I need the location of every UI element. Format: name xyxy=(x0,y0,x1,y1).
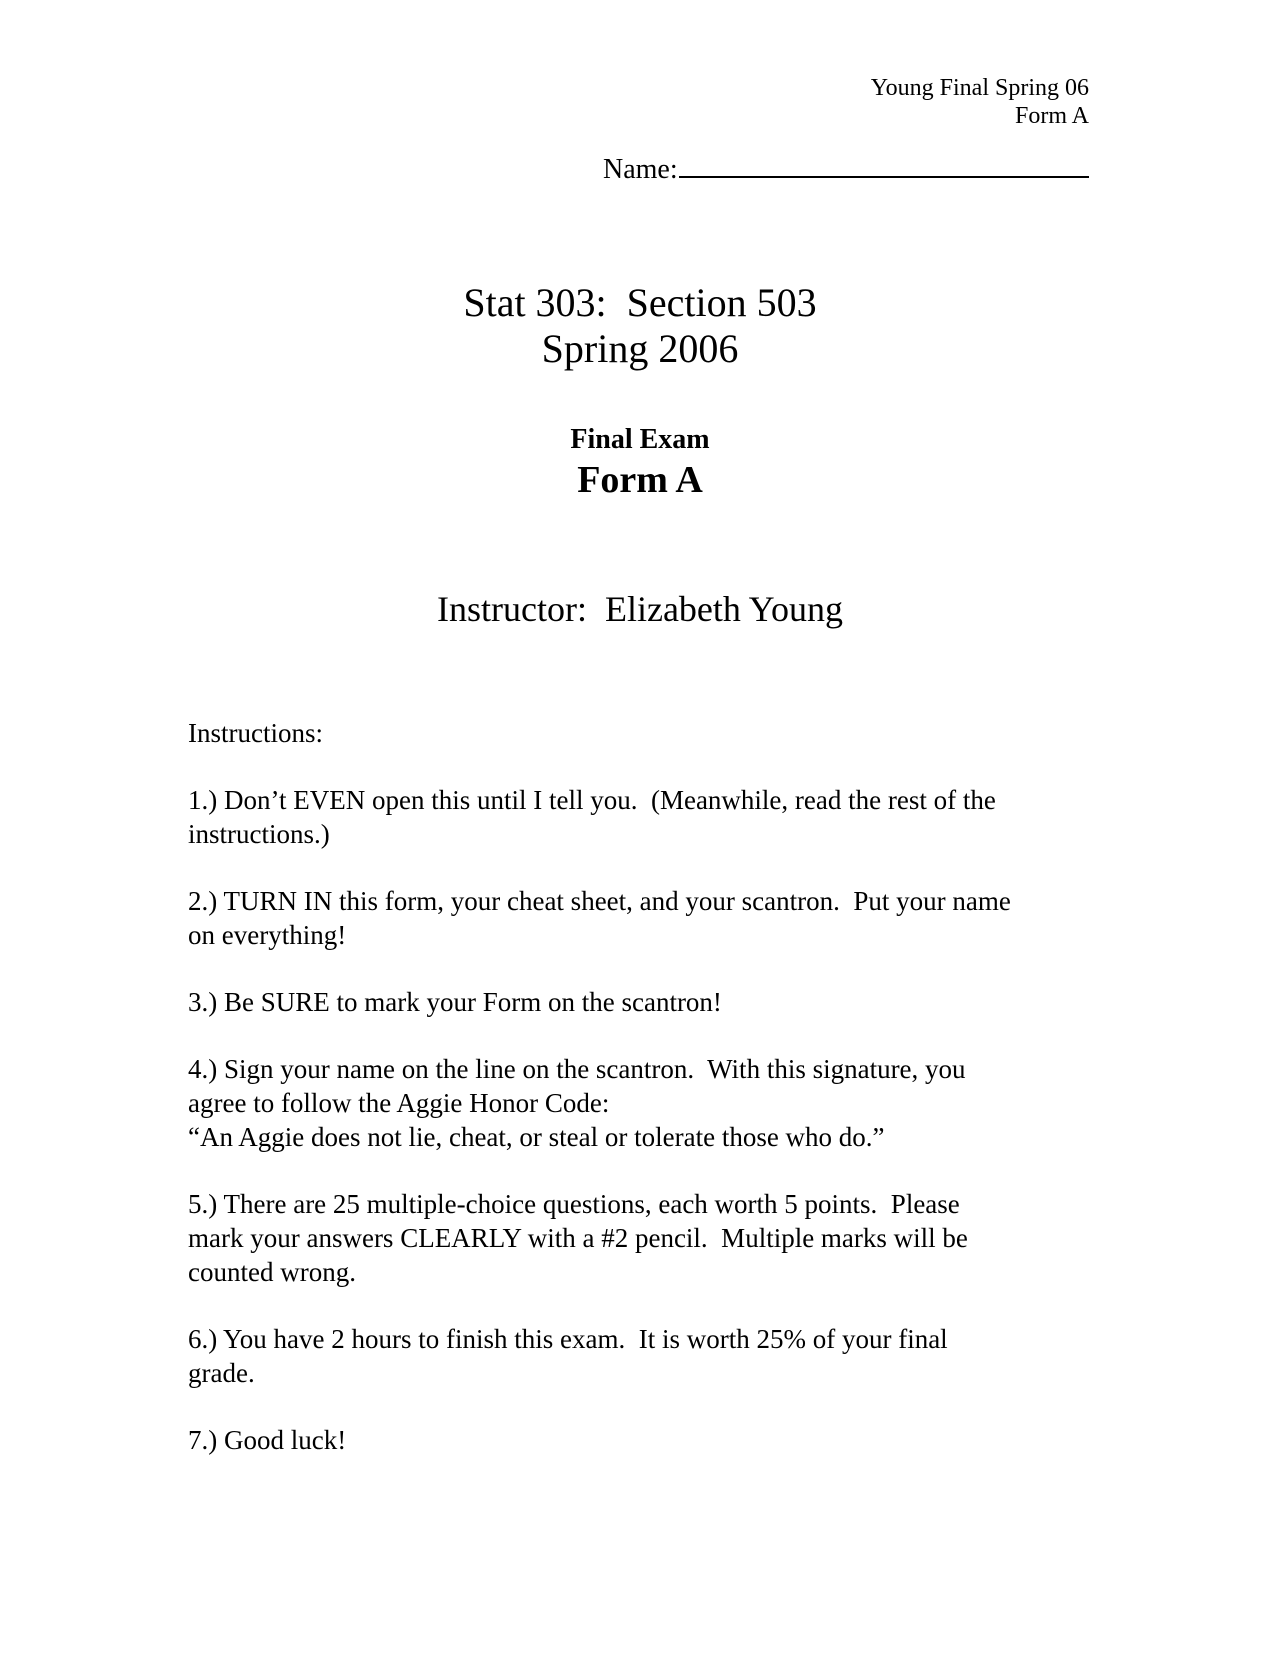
instructor-name: Instructor: Elizabeth Young xyxy=(437,589,843,629)
instruction-line: 4.) Sign your name on the line on the scantron. With this signature, you xyxy=(188,1054,966,1084)
instruction-line: on everything! xyxy=(188,920,347,950)
honor-code-quote: “An Aggie does not lie, cheat, or steal or tolerate those who do.” xyxy=(188,1122,885,1152)
course-title xyxy=(0,280,1280,372)
exam-type: Final Exam xyxy=(570,424,710,455)
instruction-item xyxy=(188,1187,1088,1289)
header-form-label: Form A xyxy=(1014,103,1089,129)
name-field-label: Name: xyxy=(603,154,678,185)
page-header xyxy=(871,74,1089,130)
header-exam-label: Young Final Spring 06 xyxy=(870,75,1089,101)
instruction-line: 6.) You have 2 hours to finish this exam. It is worth 25% of your final xyxy=(188,1324,948,1354)
instruction-line: mark your answers CLEARLY with a #2 pencil. Multiple marks will be xyxy=(188,1223,968,1253)
instruction-item xyxy=(188,884,1088,952)
instruction-line: counted wrong. xyxy=(188,1257,356,1287)
exam-form: Form A xyxy=(577,459,703,501)
instruction-item xyxy=(188,1052,1088,1154)
instruction-item xyxy=(188,1322,1088,1390)
instruction-line: grade. xyxy=(188,1358,255,1388)
instruction-line: 1.) Don’t EVEN open this until I tell you. (Meanwhile, read the rest of the xyxy=(188,785,996,815)
course-section: Stat 303: Section 503 xyxy=(463,280,817,325)
instruction-line: 2.) TURN IN this form, your cheat sheet, and your scantron. Put your name xyxy=(188,886,1011,916)
instruction-item xyxy=(188,783,1088,851)
name-blank-line[interactable] xyxy=(679,150,1089,178)
instruction-item xyxy=(188,1423,1088,1457)
instruction-line: agree to follow the Aggie Honor Code: xyxy=(188,1088,610,1118)
instructions-heading: Instructions: xyxy=(188,718,323,748)
instruction-line: 3.) Be SURE to mark your Form on the scantron! xyxy=(188,987,722,1017)
instruction-line: 5.) There are 25 multiple-choice questions, each worth 5 points. Please xyxy=(188,1189,960,1219)
instruction-item xyxy=(188,985,1088,1019)
name-field[interactable] xyxy=(603,150,1089,187)
instruction-line: instructions.) xyxy=(188,819,330,849)
instructions-section xyxy=(188,716,1088,1490)
course-term: Spring 2006 xyxy=(541,326,739,371)
instruction-line: 7.) Good luck! xyxy=(188,1425,347,1455)
